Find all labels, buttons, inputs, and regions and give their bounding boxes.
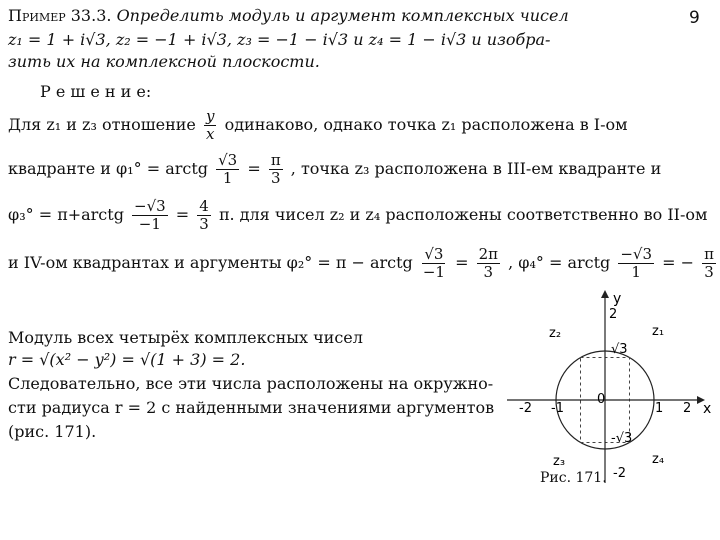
solution-line2-text-a: квадранте и φ₁° = arctg [8,159,209,178]
solution-line2 [8,152,661,187]
frac-pi-over-3 [269,152,283,187]
solution-line1-text-a: Для z₁ и z₃ отношение [8,115,196,134]
frac-num: y [205,107,215,125]
equals-sign: = [455,253,469,272]
example-label: Пример [8,6,66,25]
frac-den: 3 [483,263,494,281]
point-z4-label: z₄ [652,452,665,467]
tick-2-top: 2 [609,307,618,322]
modulus-formula: r = √(x² − y²) = √(1 + 3) = 2. [8,350,246,369]
frac-num: 4 [199,197,209,215]
tick-neg2-left: -2 [519,401,532,416]
example-number: 33.3. [70,6,112,25]
modulus-line1: Модуль всех четырёх комплексных чисел [8,328,363,347]
frac-num: π [270,151,281,169]
modulus-line3: Следовательно, все эти числа расположены на окружно- [8,374,494,393]
tick-1-right: 1 [655,401,664,416]
solution-heading: Р е ш е н и е: [40,82,152,101]
equals-sign: = [247,159,261,178]
frac-den: −1 [138,215,161,233]
solution-line1 [8,108,628,143]
frac-den: 3 [270,169,281,187]
frac-sqrt3-over-1 [216,152,239,187]
frac-num: 2π [478,245,498,263]
sqrt3-label: √3 [611,342,628,357]
tick-neg2-bottom: -2 [613,466,626,481]
equals-sign: = [662,253,676,272]
point-z2-label: z₂ [549,326,562,341]
origin-label: 0 [597,392,606,407]
ratio-y-over-x [204,108,216,143]
frac-num: √3 [218,151,238,169]
frac-num: −√3 [620,245,653,263]
minus-sign: − [680,253,695,272]
y-axis-arrow-icon [601,290,609,298]
example-statement-line1 [8,6,688,26]
frac-den: −1 [422,263,445,281]
equals-sign: = [175,205,190,224]
solution-line3-text-b: π. для чисел z₂ и z₄ расположены соответственно во II-ом [218,205,708,224]
frac-sqrt3-over-neg1 [421,246,447,281]
frac-num: √3 [424,245,444,263]
example-statement-line3: зить их на комплексной плоскости. [8,52,320,71]
solution-line1-text-b: одинаково, однако точка z₁ расположена в I-ом [224,115,628,134]
frac-4-over-3 [197,198,211,233]
frac-neg-sqrt3-over-1 [618,246,654,281]
solution-line4 [8,246,719,281]
solution-line3-text-a: φ₃° = π+arctg [8,205,124,224]
page-number: 9 [689,8,700,28]
example-task: Определить модуль и аргумент комплексных чисел [116,6,569,25]
frac-den: 3 [704,263,714,281]
example-statement-line2: z₁ = 1 + i√3, z₂ = −1 + i√3, z₃ = −1 − i√3 и z₄ = 1 − i√3 и изобра- [8,30,551,49]
frac-den: x [205,125,215,143]
frac-pi-over-3-neg [702,246,716,281]
frac-den: 3 [199,215,209,233]
tick-neg1-left: -1 [551,401,564,416]
figure-caption: Рис. 171. [540,470,607,486]
solution-line4-text-b: , φ₄° = arctg [508,253,611,272]
solution-line4-text-a: и IV-ом квадрантах и аргументы φ₂° = π − arctg [8,253,413,272]
solution-line2-text-b: , точка z₃ расположена в III-ем квадранте и [290,159,662,178]
solution-line3 [8,198,707,233]
complex-plane-figure [505,285,720,495]
y-axis-label: y [613,291,622,307]
modulus-line5: (рис. 171). [8,422,97,441]
frac-2pi-over-3 [477,246,500,281]
point-z1-label: z₁ [652,324,665,339]
tick-2-right: 2 [683,401,692,416]
neg-sqrt3-label: -√3 [611,431,633,446]
modulus-line4: сти радиуса r = 2 с найденными значениями аргументов [8,398,495,417]
frac-den: 1 [631,263,641,281]
x-axis-label: x [703,401,712,417]
frac-num: −√3 [134,197,166,215]
point-z3-label: z₃ [553,454,566,469]
frac-den: 1 [222,169,233,187]
frac-neg-sqrt3-over-neg1 [132,198,168,233]
frac-num: π [704,245,714,263]
